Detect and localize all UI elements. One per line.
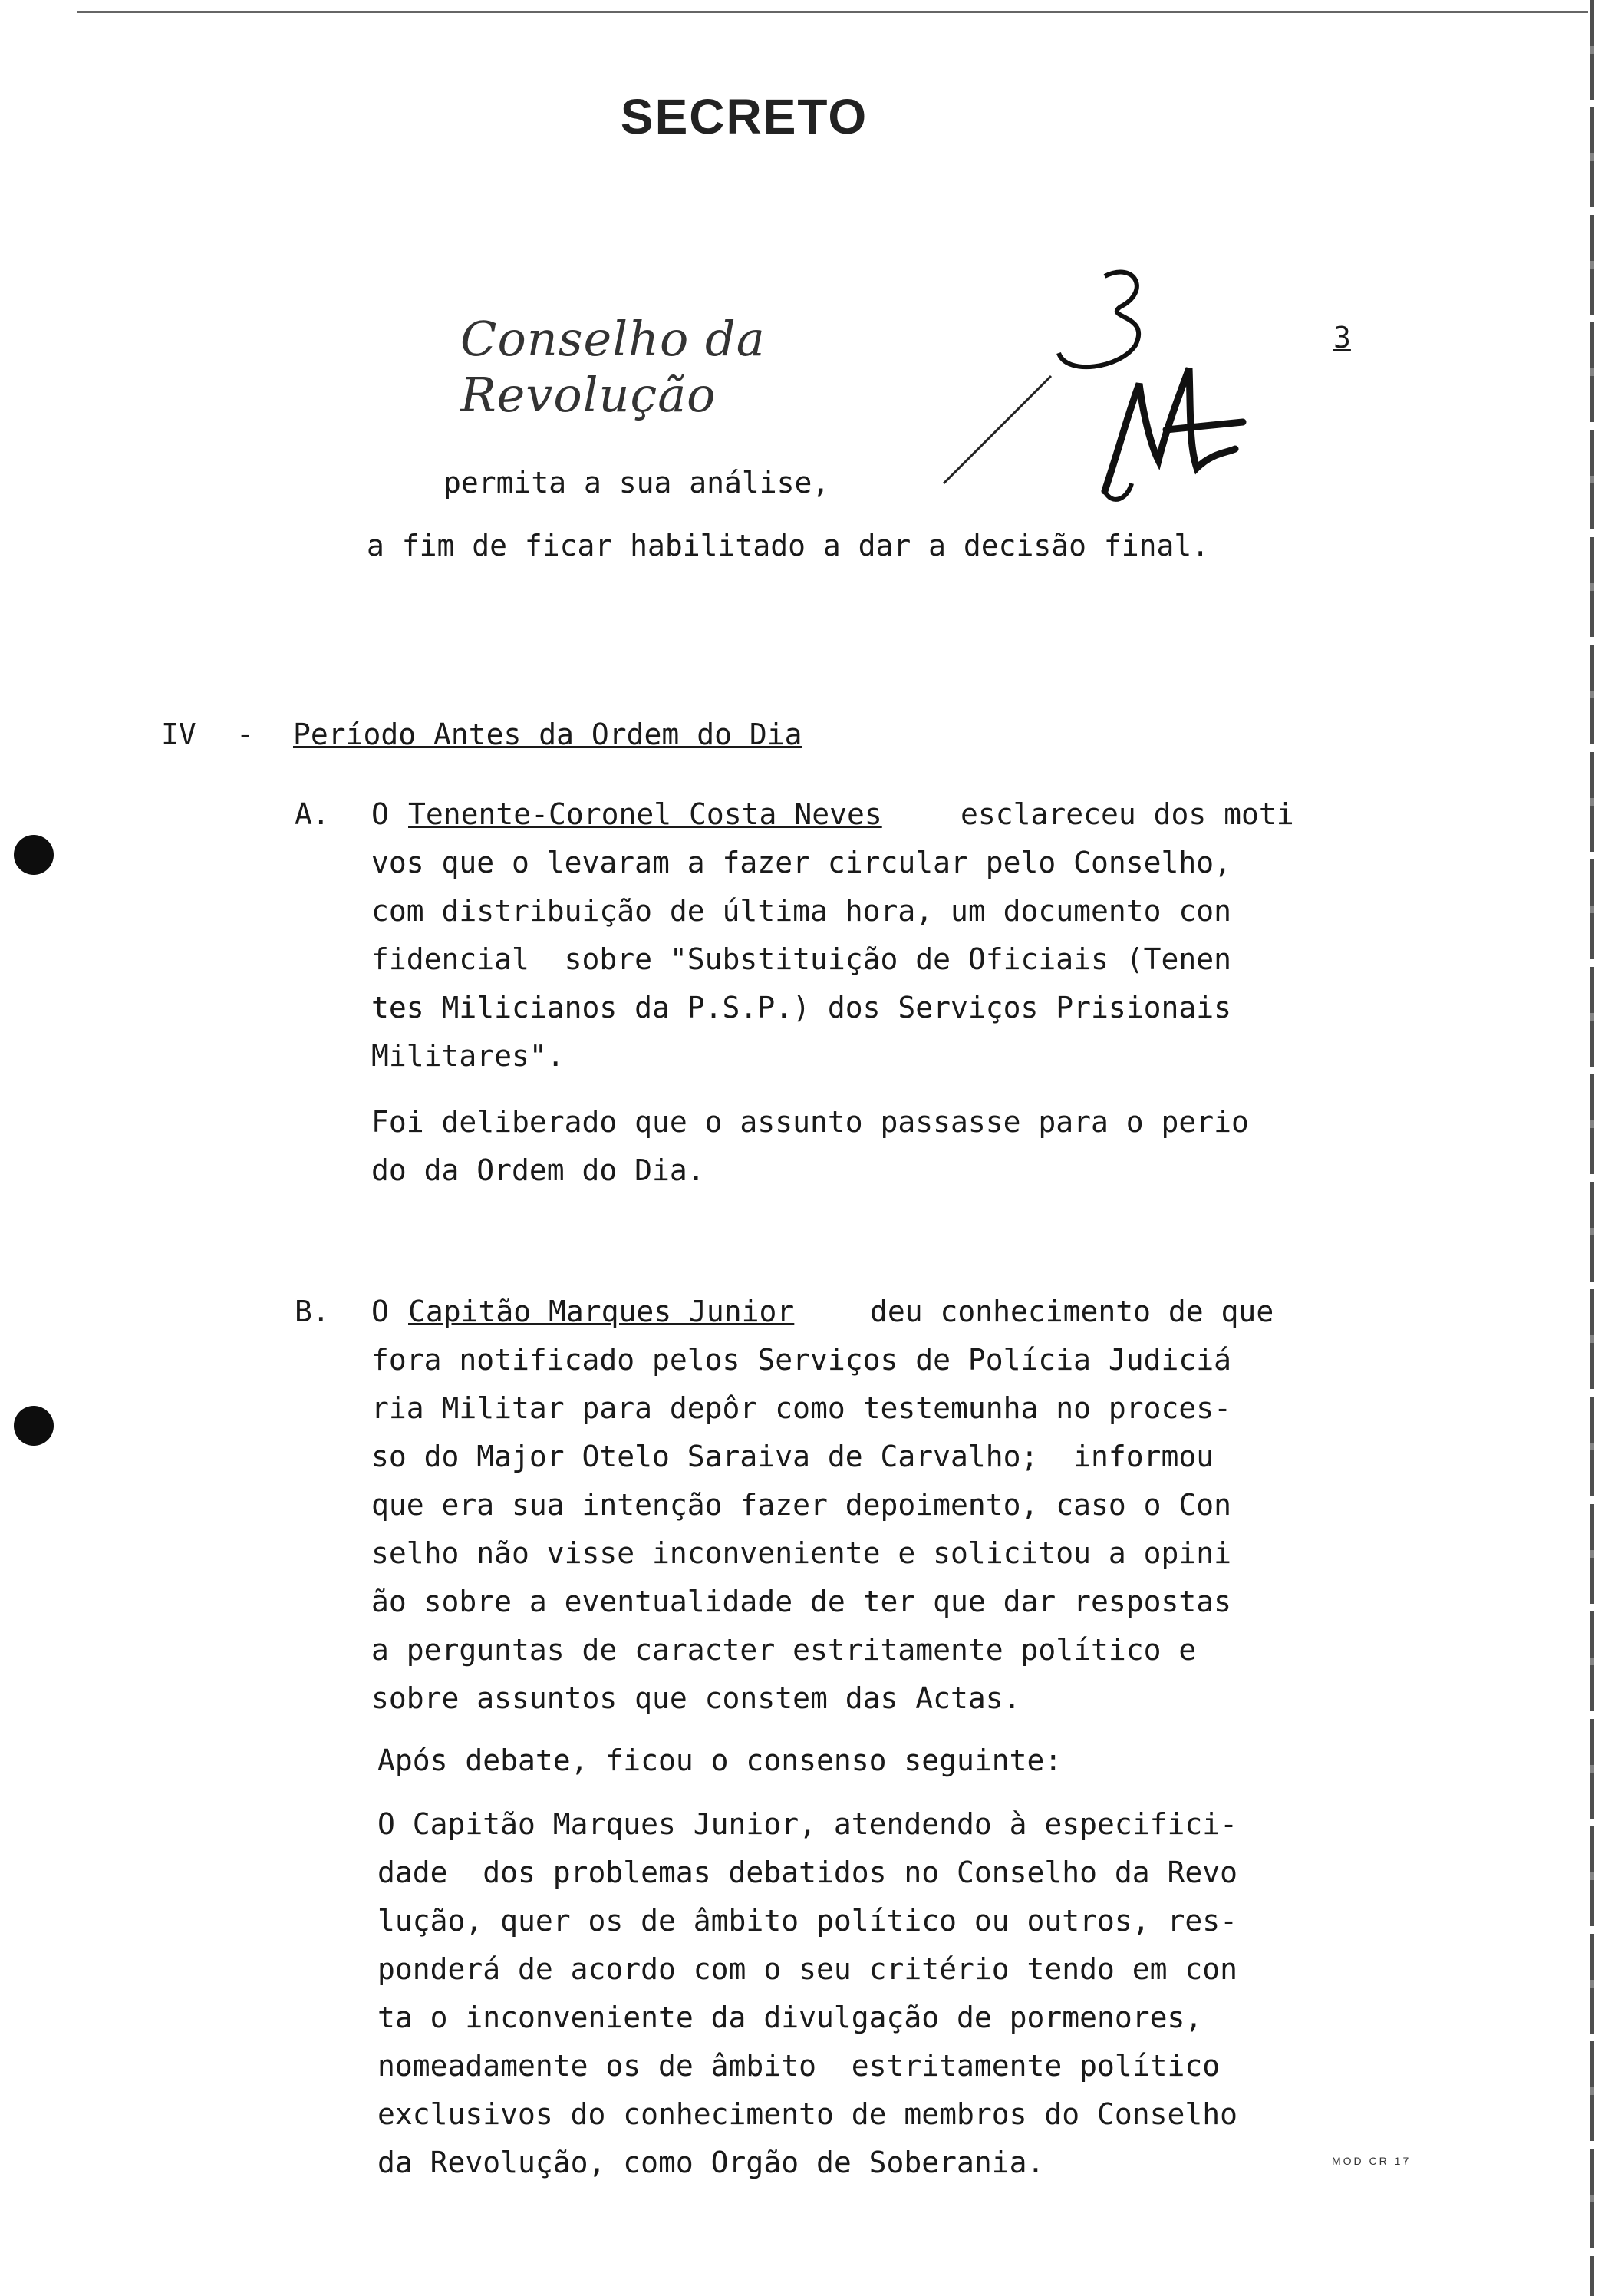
item-b-line-7: ão sobre a eventualidade de ter que dar respostas [371,1585,1232,1618]
intro-line-2: a fim de ficar habilitado a dar a decisão final. [367,529,1210,562]
page-number: 3 [1333,321,1351,355]
letterhead: Conselho da Revolução [460,311,766,423]
scan-right-edge [1590,0,1594,2296]
intro-line-1: permita a sua análise, [443,466,830,500]
consensus-line-8: da Revolução, como Orgão de Soberania. [377,2146,1045,2179]
section-title: Período Antes da Ordem do Dia [293,718,802,751]
item-a-line-5: tes Milicianos da P.S.P.) dos Serviços Prisionais [371,991,1232,1024]
item-a-line-1: esclareceu dos moti [961,797,1294,831]
consensus-line-4: ponderá de acordo com o seu critério tendo em con [377,1952,1238,1986]
item-a-label: A. [295,797,330,831]
item-b-article: O [371,1295,389,1328]
section-dash: - [236,718,254,751]
item-b-debate: Após debate, ficou o consenso seguinte: [377,1743,1063,1777]
item-a-line-4: fidencial sobre "Substituição de Oficiais (Tenen [371,942,1232,976]
item-b-line-3: ria Militar para depôr como testemunha no proces- [371,1391,1232,1425]
consensus-line-5: ta o inconveniente da divulgação de pormenores, [377,2001,1203,2034]
item-a-line-2: vos que o levaram a fazer circular pelo Conselho, [371,846,1232,879]
item-a-decision-1: Foi deliberado que o assunto passasse para o perio [371,1105,1249,1139]
item-b-line-9: sobre assuntos que constem das Actas. [371,1681,1021,1715]
item-b-line-2: fora notificado pelos Serviços de Polícia Judiciá [371,1343,1232,1377]
consensus-line-2: dade dos problemas debatidos no Conselho da Revo [377,1856,1238,1889]
scan-top-edge [77,11,1588,13]
item-b-label: B. [295,1295,330,1328]
section-numeral: IV [161,718,196,751]
item-b-line-1: deu conhecimento de que [870,1295,1274,1328]
item-a-article: O [371,797,389,831]
consensus-line-3: lução, quer os de âmbito político ou outros, res- [377,1904,1238,1938]
item-a-decision-2: do da Ordem do Dia. [371,1153,705,1187]
handwritten-signature [875,261,1274,506]
item-b-name: Capitão Marques Junior [408,1295,795,1328]
item-b-line-5: que era sua intenção fazer depoimento, caso o Con [371,1488,1232,1522]
consensus-line-6: nomeadamente os de âmbito estritamente político [377,2049,1221,2083]
item-b-line-4: so do Major Otelo Saraiva de Carvalho; informou [371,1440,1214,1473]
consensus-line-7: exclusivos do conhecimento de membros do Conselho [377,2097,1238,2131]
item-b-line-6: selho não visse inconveniente e solicitou a opini [371,1536,1232,1570]
item-b-line-8: a perguntas de caracter estritamente político e [371,1633,1197,1667]
item-a-line-6: Militares". [371,1039,565,1073]
item-a-line-3: com distribuição de última hora, um documento con [371,894,1232,928]
consensus-line-1: O Capitão Marques Junior, atendendo à especifici- [377,1807,1238,1841]
punch-hole-upper [14,835,54,875]
classification-stamp: SECRETO [620,89,868,144]
punch-hole-lower [14,1406,54,1446]
item-a-name: Tenente-Coronel Costa Neves [408,797,882,831]
form-reference-code: MOD CR 17 [1332,2155,1412,2167]
